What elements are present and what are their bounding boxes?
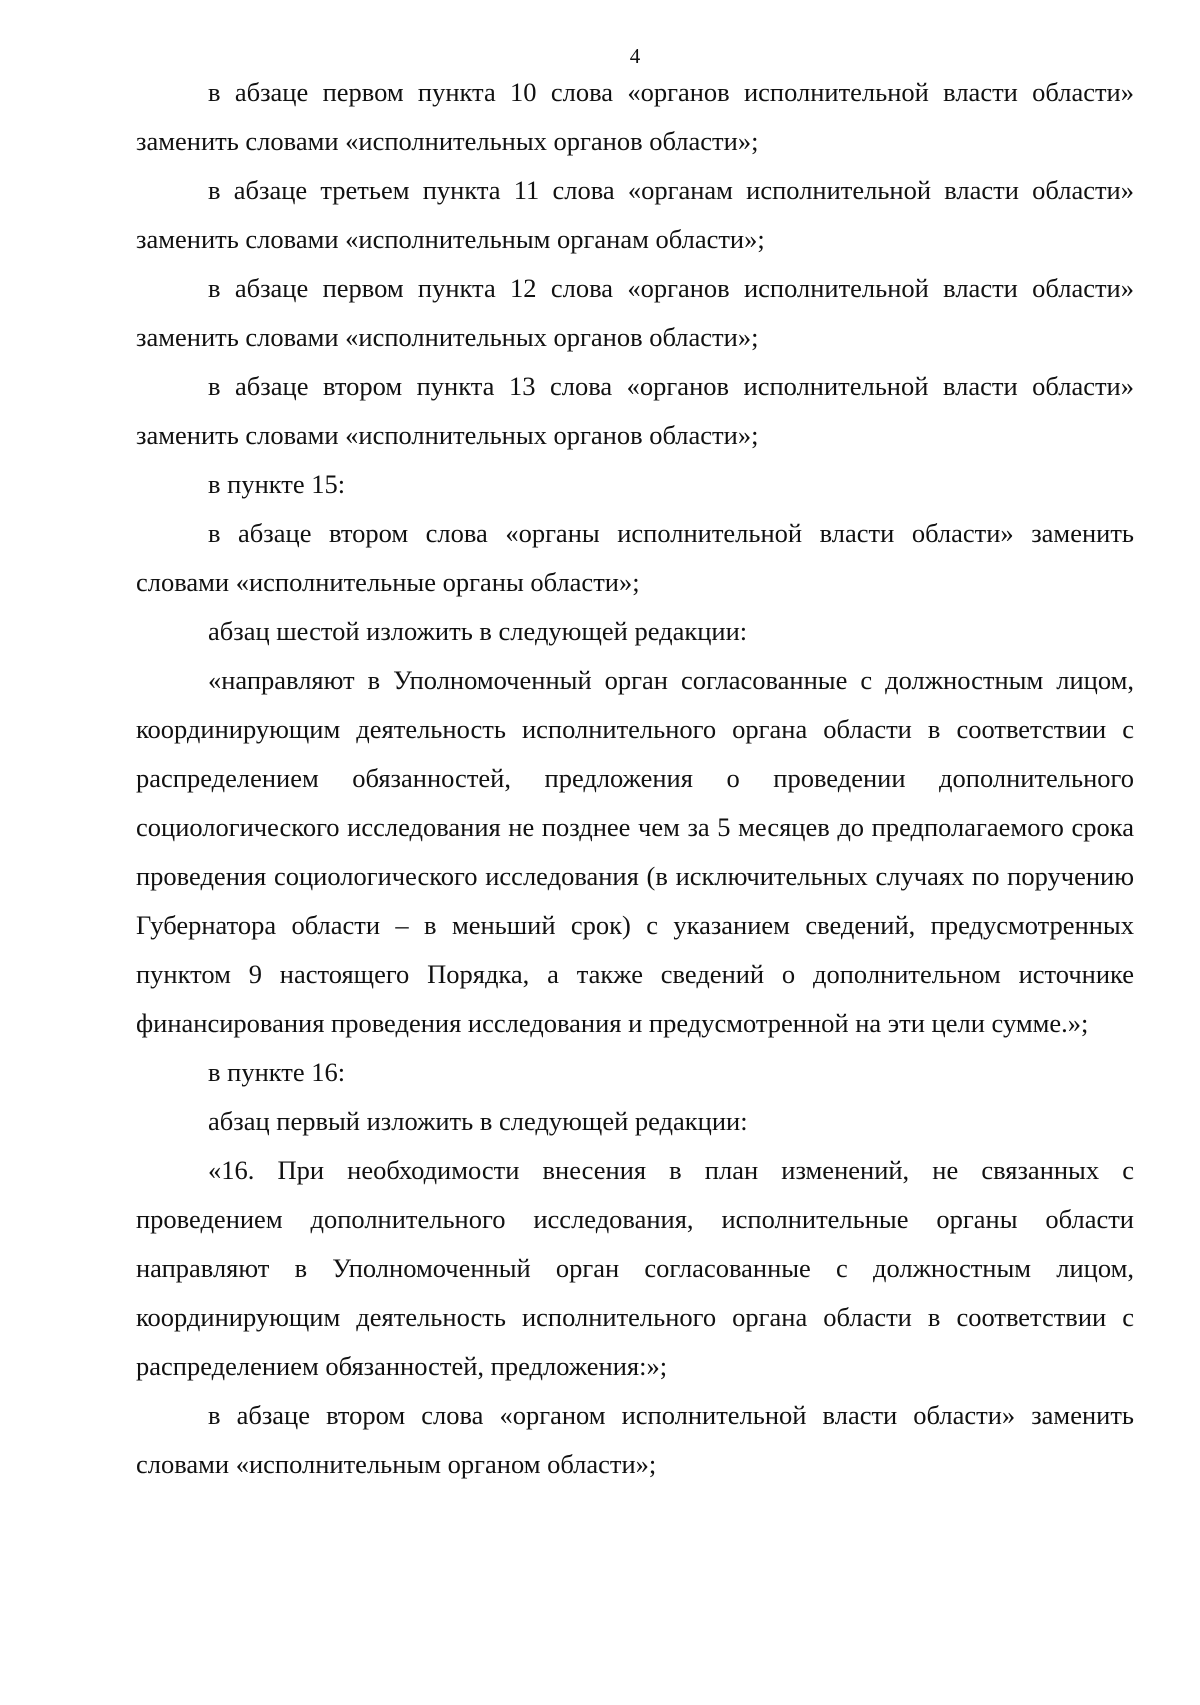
paragraph: в абзаце первом пункта 10 слова «органов исполнительной власти области» заменить словами «исполнительных органов области»;	[136, 77, 1134, 156]
paragraph: в пункте 15:	[208, 469, 346, 499]
paragraph: в абзаце втором пункта 13 слова «органов исполнительной власти области» заменить словами «исполнительных органов области»;	[136, 371, 1134, 450]
page-number: 4	[629, 44, 641, 68]
document-body	[136, 68, 1134, 1489]
paragraph: «направляют в Уполномоченный орган согласованные с должностным лицом, координирующим деятельность исполнительного органа области в соответствии с распределением обязанностей, предложения о проведении дополнительного социологического исследования не позднее чем за 5 месяцев до предполагаемого срока проведения социологического исследования (в исключительных случаях по поручению Губернатора области – в меньший срок) с указанием сведений, предусмотренных пунктом 9 настоящего Порядка, а также сведений о дополнительном источнике финансирования проведения исследования и предусмотренной на эти цели сумме.»;	[136, 665, 1134, 1038]
paragraph: в абзаце третьем пункта 11 слова «органам исполнительной власти области» заменить словами «исполнительным органам области»;	[136, 175, 1134, 254]
paragraph: абзац шестой изложить в следующей редакции:	[208, 616, 748, 646]
paragraph: в абзаце втором слова «органы исполнительной власти области» заменить словами «исполнительные органы области»;	[136, 518, 1134, 597]
paragraph: в абзаце втором слова «органом исполнительной власти области» заменить словами «исполнительным органом области»;	[136, 1400, 1134, 1479]
paragraph: в пункте 16:	[208, 1057, 346, 1087]
paragraph: абзац первый изложить в следующей редакции:	[208, 1106, 748, 1136]
paragraph: в абзаце первом пункта 12 слова «органов исполнительной власти области» заменить словами «исполнительных органов области»;	[136, 273, 1134, 352]
paragraph: «16. При необходимости внесения в план изменений, не связанных с проведением дополнительного исследования, исполнительные органы области направляют в Уполномоченный орган согласованные с должностным лицом, координирующим деятельность исполнительного органа области в соответствии с распределением обязанностей, предложения:»;	[136, 1155, 1134, 1381]
